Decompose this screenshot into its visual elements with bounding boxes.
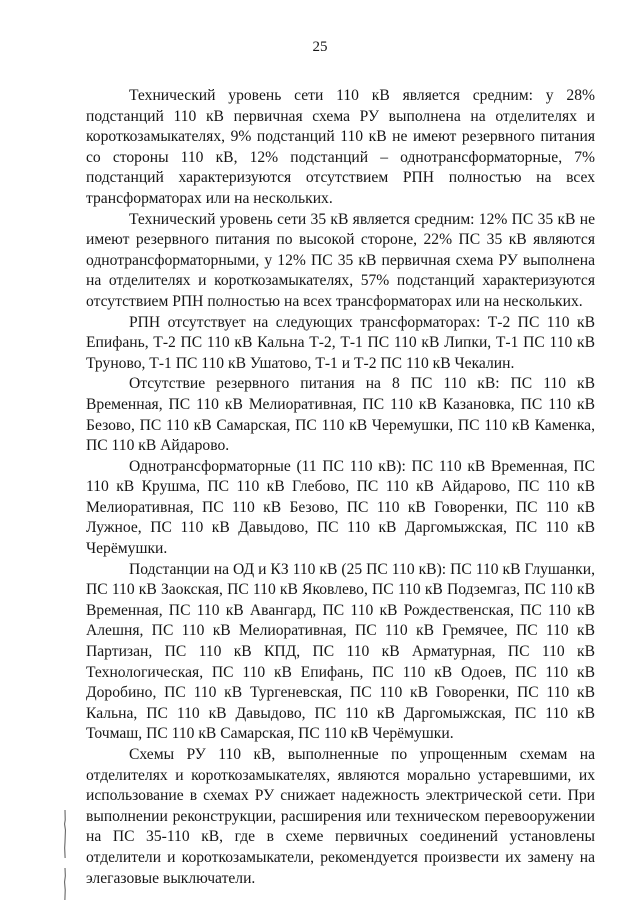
paragraph-od-kz: Подстанции на ОД и КЗ 110 кВ (25 ПС 110 кВ): ПС 110 кВ Глушанки, ПС 110 кВ Заокская, ПС 110 кВ Яковлево, ПС 110 кВ Подземгаз, ПС 110 кВ Временная, ПС 110 кВ Авангард, ПС 110 кВ Рождественская, ПС 110 кВ Алешня, ПС 110 кВ Мелиоративная, ПС 110 кВ Гремячее, ПС 110 кВ Партизан, ПС 110 кВ КПД, ПС 110 кВ Арматурная, ПС 110 кВ Технологическая, ПС 110 кВ Епифань, ПС 110 кВ Одоев, ПС 110 кВ Доробино, ПС 110 кВ Тургеневская, ПС 110 кВ Говоренки, ПС 110 кВ Кальна, ПС 110 кВ Давыдово, ПС 110 кВ Даргомыжская, ПС 110 кВ Точмаш, ПС 110 кВ Самарская, ПС 110 кВ Черёмушки. <box>86 560 595 743</box>
paragraph-recommendation: Схемы РУ 110 кВ, выполненные по упрощенным схемам на отделителях и короткозамыкателях, являются морально устаревшими, их использование в схемах РУ снижает надежность электрической сети. При выполнении реконструкции, расширения или техническом перевооружении на ПС 35-110 кВ, где в схеме первичных соединений установлены отделители и короткозамыкатели, рекомендуется произвести их замену на элегазовые выключатели. <box>86 746 595 887</box>
paragraph-no-reserve: Отсутствие резервного питания на 8 ПС 110 кВ: ПС 110 кВ Временная, ПС 110 кВ Мелиоративная, ПС 110 кВ Казановка, ПС 110 кВ Безово, ПС 110 кВ Самарская, ПС 110 кВ Черемушки, ПС 110 кВ Каменка, ПС 110 кВ Айдарово. <box>86 375 595 455</box>
page-number: 25 <box>312 39 328 55</box>
margin-scan-mark-lower <box>63 868 67 900</box>
document-body <box>86 86 595 889</box>
margin-scan-mark-upper <box>63 810 67 858</box>
paragraph-35kv-level: Технический уровень сети 35 кВ является средним: 12% ПС 35 кВ не имеют резервного питания по высокой стороне, 22% ПС 35 кВ являются однотрансформаторными, у 12% ПС 35 кВ первичная схема РУ выполнена на отделителях и короткозамыкателях, 57% подстанций характеризуются отсутствием РПН полностью на всех трансформаторах или на нескольких. <box>86 210 595 310</box>
paragraph-110kv-level: Технический уровень сети 110 кВ является средним: у 28% подстанций 110 кВ первичная схема РУ выполнена на отделителях и короткозамыкателях, 9% подстанций 110 кВ не имеют резервного питания со стороны 110 кВ, 12% подстанций – однотрансформаторные, 7% подстанций характеризуются отсутствием РПН полностью на всех трансформаторах или на нескольких. <box>86 87 595 207</box>
paragraph-rpn-missing: РПН отсутствует на следующих трансформаторах: Т-2 ПС 110 кВ Епифань, Т-2 ПС 110 кВ Кальна Т-2, Т-1 ПС 110 кВ Липки, Т-1 ПС 110 кВ Труново, Т-1 ПС 110 кВ Ушатово, Т-1 и Т-2 ПС 110 кВ Чекалин. <box>86 313 595 372</box>
paragraph-single-transformer: Однотрансформаторные (11 ПС 110 кВ): ПС 110 кВ Временная, ПС 110 кВ Крушма, ПС 110 кВ Глебово, ПС 110 кВ Айдарово, ПС 110 кВ Мелиоративная, ПС 110 кВ Безово, ПС 110 кВ Говоренки, ПС 110 кВ Лужное, ПС 110 кВ Давыдово, ПС 110 кВ Даргомыжская, ПС 110 кВ Черёмушки. <box>86 457 595 558</box>
